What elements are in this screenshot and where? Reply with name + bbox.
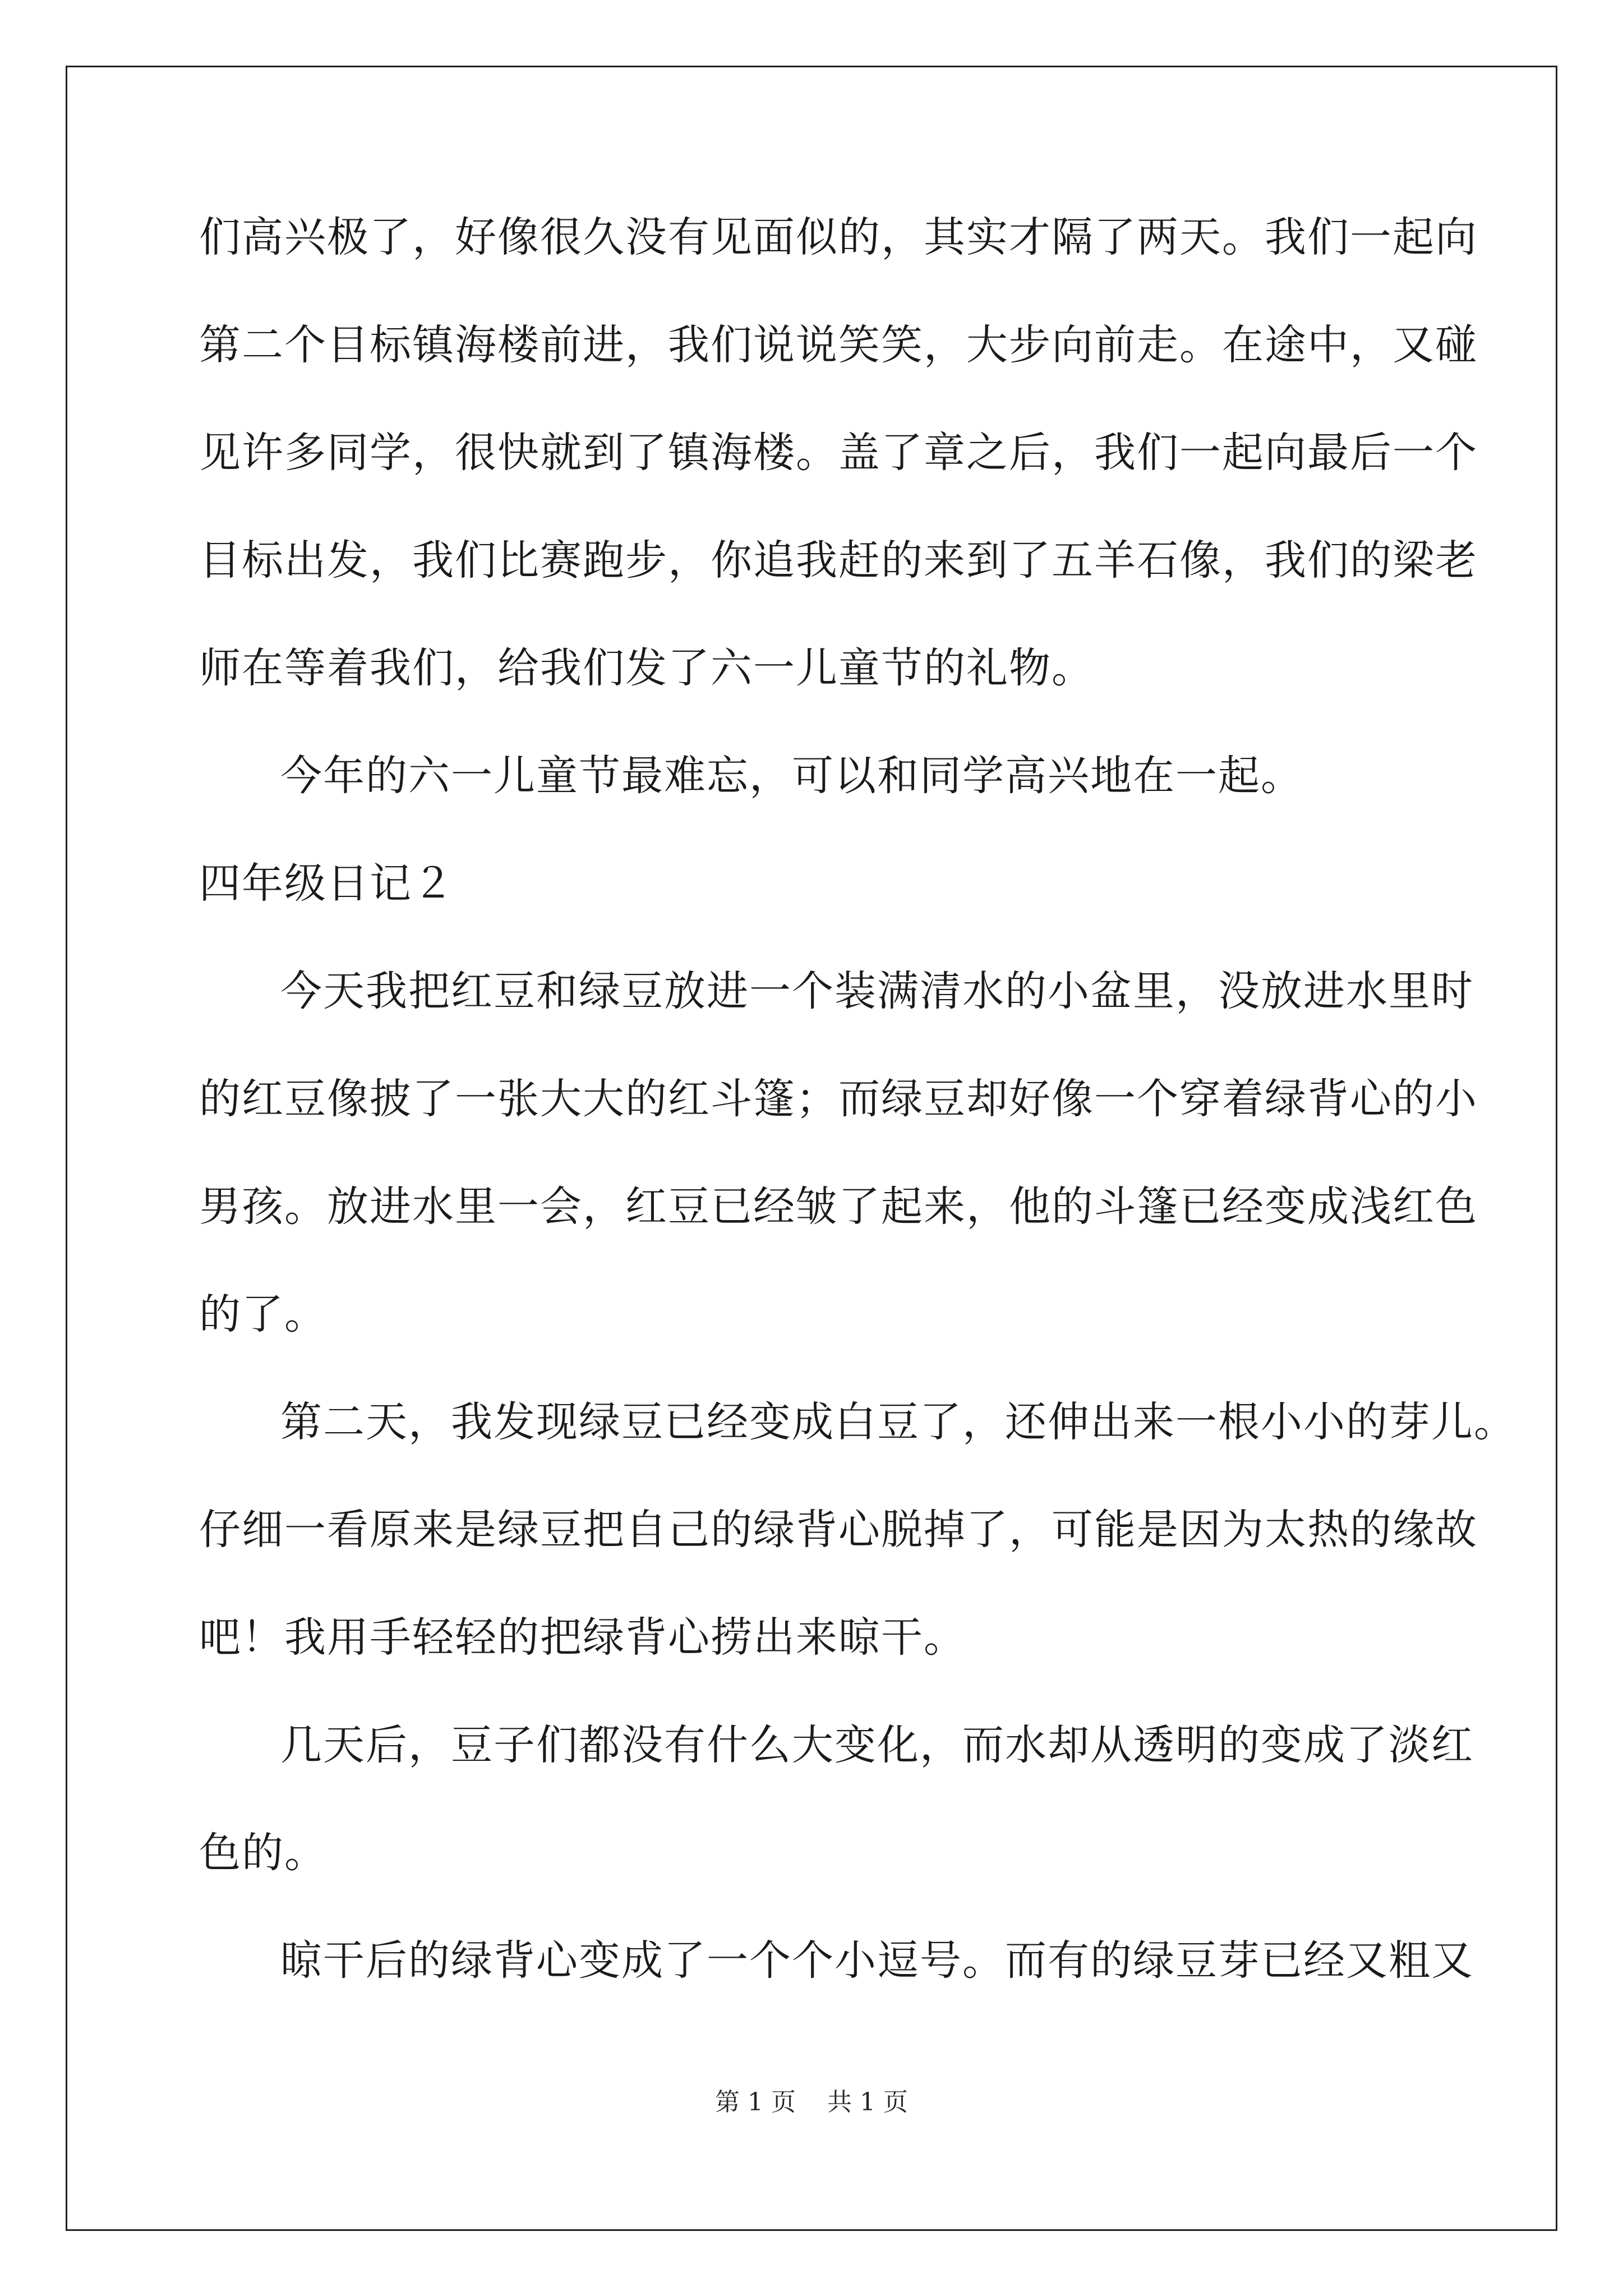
- text-line: 见许多同学，很快就到了镇海楼。盖了章之后，我们一起向最后一个: [199, 429, 1478, 477]
- section-heading: 四年级日记２: [199, 859, 455, 908]
- document-body: [199, 210, 1516, 2041]
- text-line: 色的。: [199, 1829, 327, 1877]
- text-line: 的了。: [199, 1290, 327, 1338]
- text-line: 仔细一看原来是绿豆把自己的绿背心脱掉了，可能是因为太热的缘故: [199, 1506, 1478, 1554]
- text-line: 晾干后的绿背心变成了一个个小逗号。而有的绿豆芽已经又粗又: [280, 1936, 1474, 1985]
- text-line: 今天我把红豆和绿豆放进一个装满清水的小盆里，没放进水里时: [280, 967, 1474, 1015]
- text-line: 几天后，豆子们都没有什么大变化，而水却从透明的变成了淡红: [280, 1721, 1474, 1769]
- text-line: 目标出发，我们比赛跑步，你追我赶的来到了五羊石像，我们的梁老: [199, 536, 1478, 585]
- page-number-footer: 第 1 页 共 1 页: [715, 2088, 908, 2116]
- text-line: 第二天，我发现绿豆已经变成白豆了，还伸出来一根小小的芽儿。: [280, 1398, 1516, 1446]
- text-line: 的红豆像披了一张大大的红斗篷；而绿豆却好像一个穿着绿背心的小: [199, 1075, 1478, 1123]
- text-line: 吧！我用手轻轻的把绿背心捞出来晾干。: [199, 1613, 966, 1662]
- text-line: 第二个目标镇海楼前进，我们说说笑笑，大步向前走。在途中，又碰: [199, 321, 1478, 369]
- text-line: 男孩。放进水里一会，红豆已经皱了起来，他的斗篷已经变成浅红色: [199, 1182, 1478, 1231]
- text-line: 们高兴极了，好像很久没有见面似的，其实才隔了两天。我们一起向: [199, 213, 1478, 261]
- text-line: 今年的六一儿童节最难忘，可以和同学高兴地在一起。: [280, 752, 1303, 800]
- text-line: 师在等着我们，给我们发了六一儿童节的礼物。: [199, 644, 1094, 692]
